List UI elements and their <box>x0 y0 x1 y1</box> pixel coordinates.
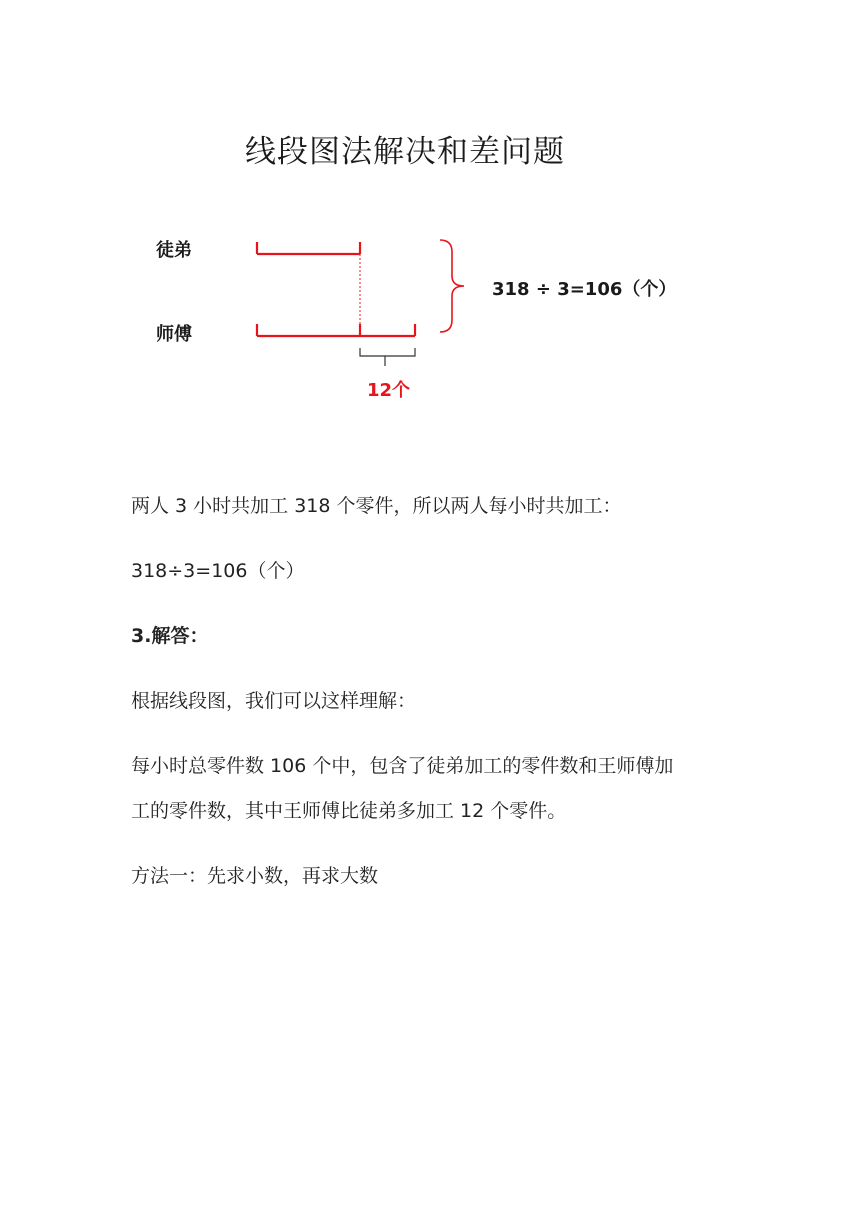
paragraph-equation: 318÷3=106（个） <box>131 560 305 582</box>
total-equation: 318 ÷ 3=106（个） <box>492 279 677 300</box>
paragraph-explanation-2: 工的零件数，其中王师傅比徒弟多加工 12 个零件。 <box>131 800 567 822</box>
difference-label: 12个 <box>367 380 411 401</box>
total-brace <box>440 240 464 332</box>
section-heading: 3.解答： <box>131 625 209 647</box>
apprentice-label: 徒弟 <box>156 240 192 261</box>
paragraph-explanation-1: 每小时总零件数 106 个中，包含了徒弟加工的零件数和王师傅加 <box>131 755 674 777</box>
paragraph-method-one: 方法一：先求小数，再求大数 <box>131 865 379 887</box>
line-segment-diagram <box>134 108 676 414</box>
master-segment <box>257 324 415 336</box>
apprentice-segment <box>257 242 360 254</box>
master-label: 师傅 <box>156 324 192 345</box>
paragraph-understanding: 根据线段图，我们可以这样理解： <box>131 690 417 712</box>
diagram-title: 线段图法解决和差问题 <box>245 134 565 170</box>
paragraph-total-per-hour: 两人 3 小时共加工 318 个零件，所以两人每小时共加工： <box>131 495 622 517</box>
difference-bracket <box>360 348 415 366</box>
